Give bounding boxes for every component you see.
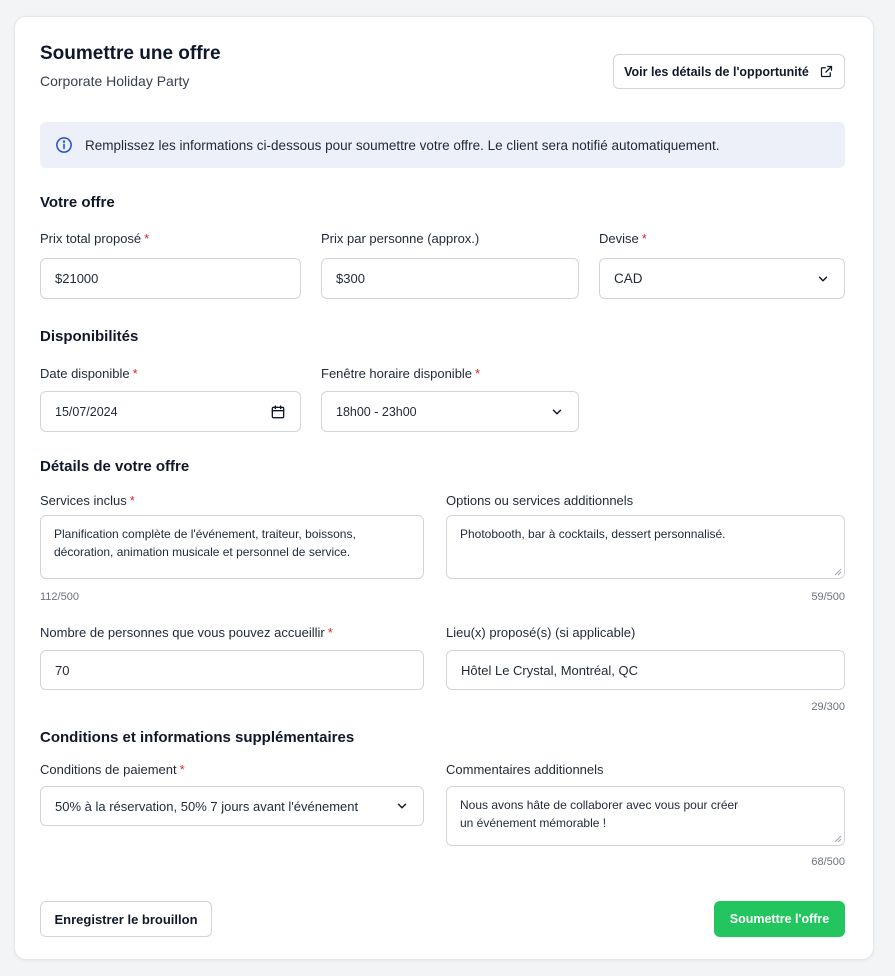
save-draft-button[interactable]: Enregistrer le brouillon: [40, 901, 212, 937]
capacity-label: Nombre de personnes que vous pouvez accueillir *: [40, 625, 333, 640]
required-marker: *: [475, 366, 481, 381]
chevron-down-icon: [550, 405, 564, 419]
price-per-person-input[interactable]: $300: [321, 258, 579, 299]
section-title-availability: Disponibilités: [40, 328, 139, 345]
calendar-icon[interactable]: [270, 404, 286, 420]
date-input[interactable]: 15/07/2024: [40, 391, 301, 432]
section-title-offer: Votre offre: [40, 194, 115, 211]
required-marker: *: [144, 231, 150, 246]
required-marker: *: [179, 762, 185, 777]
capacity-input[interactable]: 70: [40, 650, 424, 690]
currency-label: Devise *: [599, 231, 647, 246]
info-banner-text: Remplissez les informations ci-dessous pour soumettre votre offre. Le client sera notifié automatiquement.: [85, 137, 720, 153]
comments-char-counter: 68/500: [811, 856, 845, 868]
payment-label: Conditions de paiement *: [40, 762, 185, 777]
comments-textarea[interactable]: Nous avons hâte de collaborer avec vous pour créer un événement mémorable !: [446, 786, 845, 846]
chevron-down-icon: [395, 799, 409, 813]
options-textarea[interactable]: Photobooth, bar à cocktails, dessert personnalisé.: [446, 515, 845, 579]
total-price-input[interactable]: $21000: [40, 258, 301, 299]
external-link-icon: [819, 64, 834, 79]
section-title-details: Détails de votre offre: [40, 458, 190, 475]
options-label: Options ou services additionnels: [446, 493, 634, 508]
services-char-counter: 112/500: [40, 591, 79, 603]
required-marker: *: [129, 493, 135, 508]
payment-terms-select[interactable]: 50% à la réservation, 50% 7 jours avant l'événement: [40, 786, 424, 826]
section-title-conditions: Conditions et informations supplémentaires: [40, 729, 355, 746]
venue-input[interactable]: Hôtel Le Crystal, Montréal, QC: [446, 650, 845, 690]
price-per-person-label: Prix par personne (approx.): [321, 231, 480, 246]
comments-label: Commentaires additionnels: [446, 762, 604, 777]
required-marker: *: [641, 231, 647, 246]
opportunity-name: Corporate Holiday Party: [40, 73, 190, 89]
view-opportunity-details-button[interactable]: [613, 54, 845, 89]
venue-label: Lieu(x) proposé(s) (si applicable): [446, 625, 636, 640]
page-title: Soumettre une offre: [40, 43, 221, 64]
info-banner: [40, 122, 845, 168]
resize-handle-icon[interactable]: [834, 568, 842, 576]
offer-form-card: [14, 16, 874, 960]
resize-handle-icon[interactable]: [834, 835, 842, 843]
time-window-select[interactable]: 18h00 - 23h00: [321, 391, 579, 432]
services-label: Services inclus *: [40, 493, 135, 508]
submit-offer-button[interactable]: Soumettre l'offre: [714, 901, 845, 937]
services-textarea[interactable]: Planification complète de l'événement, traiteur, boissons, décoration, animation musicale et personnel de service.: [40, 515, 424, 579]
currency-select[interactable]: CAD: [599, 258, 845, 299]
chevron-down-icon: [816, 272, 830, 286]
required-marker: *: [132, 366, 138, 381]
info-circle-icon: [55, 136, 73, 154]
required-marker: *: [327, 625, 333, 640]
venue-char-counter: 29/300: [811, 701, 845, 713]
time-window-label: Fenêtre horaire disponible *: [321, 366, 481, 381]
date-label: Date disponible *: [40, 366, 138, 381]
view-details-label: Voir les détails de l'opportunité: [624, 64, 809, 79]
options-char-counter: 59/500: [811, 591, 845, 603]
total-price-label: Prix total proposé *: [40, 231, 150, 246]
